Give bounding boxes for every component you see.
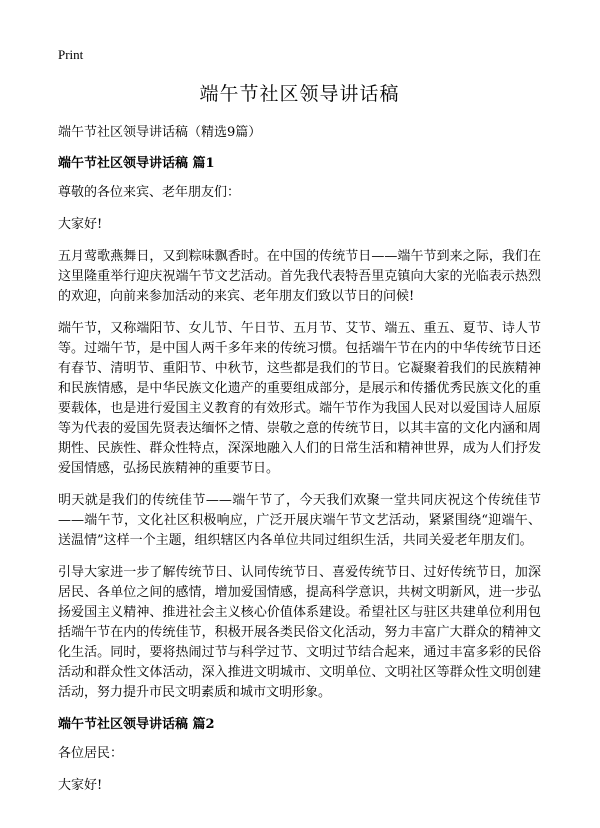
paragraph-salutation: 尊敬的各位来宾、老年朋友们： <box>58 185 241 200</box>
paragraph-body: 端午节，又称端阳节、女儿节、午日节、五月节、艾节、端五、重五、夏节、诗人节等。过端午节，是中国人两千多年来的传统习惯。包括端午节在内的中华传统节日还有春节、清明节、重阳节、中秋节，这些都是我们的节日。它凝聚着我们的民族精神和民族情感，是中华民族文化遗产的重要组成部分，是展示和传播优秀民族文化的重要载体，也是进行爱国主义教育的有效形式。端午节作为我国人民对以爱国诗人屈原等为代表的爱国先贤表达缅怀之情、崇敬之意的传统节日，以其丰富的文化内涵和周期性、民族性、群众性特点，深深地融入人们的日常生活和精神世界，成为人们抒发爱国情感，弘扬民族精神的重要节日。 <box>58 321 541 476</box>
paragraph-greeting: 大家好! <box>58 778 103 793</box>
paragraph-salutation: 各位居民： <box>58 746 124 761</box>
section-1 <box>58 154 541 703</box>
paragraph-body: 五月莺歌燕舞日，又到粽味飘香时。在中国的传统节日——端午节到来之际，我们在这里隆重举行迎庆祝端午节文艺活动。首先我代表特吾里克镇向大家的光临表示热烈的欢迎，向前来参加活动的来宾、老年朋友们致以节日的问候! <box>58 249 541 304</box>
paragraph-body: 引导大家进一步了解传统节日、认同传统节日、喜爱传统节日、过好传统节日，加深居民、各单位之间的感情，增加爱国情感，提高科学意识，共树文明新风，进一步弘扬爱国主义精神、推进社会主义核心价值体系建设。希望社区与驻区共建单位利用包括端午节在内的传统佳节，积极开展各类民俗文化活动，努力丰富广大群众的精神文化生活。同时，要将热闹过节与科学过节、文明过节结合起来，通过丰富多彩的民俗活动和群众性文体活动，深入推进文明城市、文明单位、文明社区等群众性文明创建活动，努力提升市民文明素质和城市文明形象。 <box>58 565 541 700</box>
section-heading: 端午节社区领导讲话稿 篇1 <box>58 156 215 171</box>
section-heading: 端午节社区领导讲话稿 篇2 <box>58 717 215 732</box>
paragraph-greeting: 大家好! <box>58 217 103 232</box>
document-subtitle: 端午节社区领导讲话稿（精选9篇） <box>58 125 262 140</box>
print-link[interactable]: Print <box>58 47 84 62</box>
section-2 <box>58 715 541 796</box>
paragraph-body: 明天就是我们的传统佳节——端午节了，今天我们欢聚一堂共同庆祝这个传统佳节——端午节，文化社区积极响应，广泛开展庆端午节文艺活动，紧紧围绕“迎端午、送温情”这样一个主题，组织辖区内各单位共同过组织生活，共同关爱老年朋友们。 <box>58 493 541 548</box>
page-title: 端午节社区领导讲话稿 <box>199 83 400 105</box>
